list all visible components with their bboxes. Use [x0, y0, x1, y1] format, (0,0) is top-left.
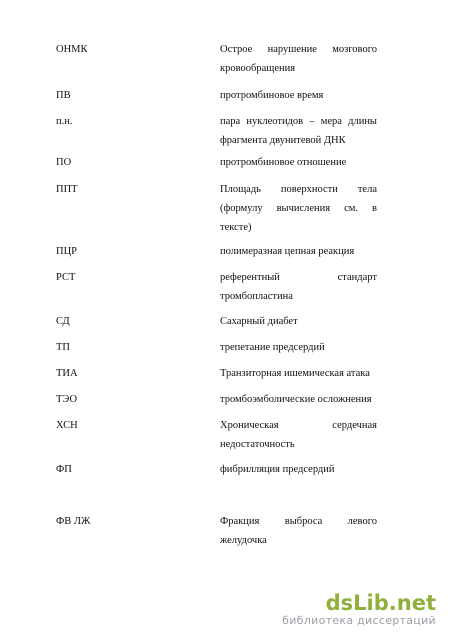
definition-line: Площадь поверхности тела	[220, 184, 377, 195]
definition-line: Транзиторная ишемическая атака	[220, 368, 370, 379]
definition-line: Сахарный диабет	[220, 316, 298, 327]
definition-line: Хроническая сердечная	[220, 420, 377, 431]
definition-line: кровообращения	[220, 63, 296, 74]
abbreviation-definition	[220, 40, 377, 78]
abbreviation-definition	[220, 112, 377, 150]
definition-line: Фракция выброса левого	[220, 516, 377, 527]
abbreviation-definition	[220, 180, 377, 237]
abbreviation-term: ППТ	[56, 184, 78, 195]
watermark-subtitle: библиотека диссертаций	[282, 614, 436, 627]
abbreviation-definition	[220, 338, 377, 357]
abbreviation-term: РСТ	[56, 272, 76, 283]
abbreviation-term: ФВ ЛЖ	[56, 516, 91, 527]
abbreviation-term: п.н.	[56, 116, 73, 127]
definition-line: недостаточность	[220, 439, 295, 450]
abbreviation-term: ПВ	[56, 90, 71, 101]
watermark	[282, 592, 436, 627]
definition-line: пара нуклеотидов – мера длины	[220, 116, 377, 127]
abbreviation-definition	[220, 512, 377, 550]
definition-line: референтный стандарт	[220, 272, 377, 283]
definition-line: фибрилляция предсердий	[220, 464, 335, 475]
abbreviation-term: ОНМК	[56, 44, 88, 55]
abbreviation-term: ФП	[56, 464, 72, 475]
definition-line: тромбоэмболические осложнения	[220, 394, 372, 405]
abbreviation-definition	[220, 416, 377, 454]
definition-line: Острое нарушение мозгового	[220, 44, 377, 55]
definition-line: (формулу вычисления см. в	[220, 203, 377, 214]
definition-line: трепетание предсердий	[220, 342, 325, 353]
abbreviation-definition	[220, 390, 377, 409]
abbreviation-definition	[220, 268, 377, 306]
definition-line: тромбопластина	[220, 291, 293, 302]
abbreviation-definition	[220, 242, 377, 261]
abbreviation-definition	[220, 86, 377, 105]
abbreviation-term: ТП	[56, 342, 70, 353]
abbreviation-definition	[220, 312, 377, 331]
abbreviation-term: ХСН	[56, 420, 78, 431]
definition-line: протромбиновое время	[220, 90, 324, 101]
abbreviation-term: СД	[56, 316, 70, 327]
abbreviation-definition	[220, 153, 377, 172]
abbreviation-definition	[220, 460, 377, 479]
abbreviation-term: ПЦР	[56, 246, 78, 257]
watermark-logo: dsLib.net	[325, 591, 436, 615]
definition-line: желудочка	[220, 535, 267, 546]
abbreviation-definition	[220, 364, 377, 383]
definition-line: фрагмента двунитевой ДНК	[220, 135, 346, 146]
definition-line: полимеразная цепная реакция	[220, 246, 355, 257]
abbreviation-term: ТИА	[56, 368, 78, 379]
definition-line: тексте)	[220, 222, 252, 233]
definition-line: протромбиновое отношение	[220, 157, 347, 168]
abbreviation-term: ТЭО	[56, 394, 78, 405]
abbreviation-term: ПО	[56, 157, 72, 168]
